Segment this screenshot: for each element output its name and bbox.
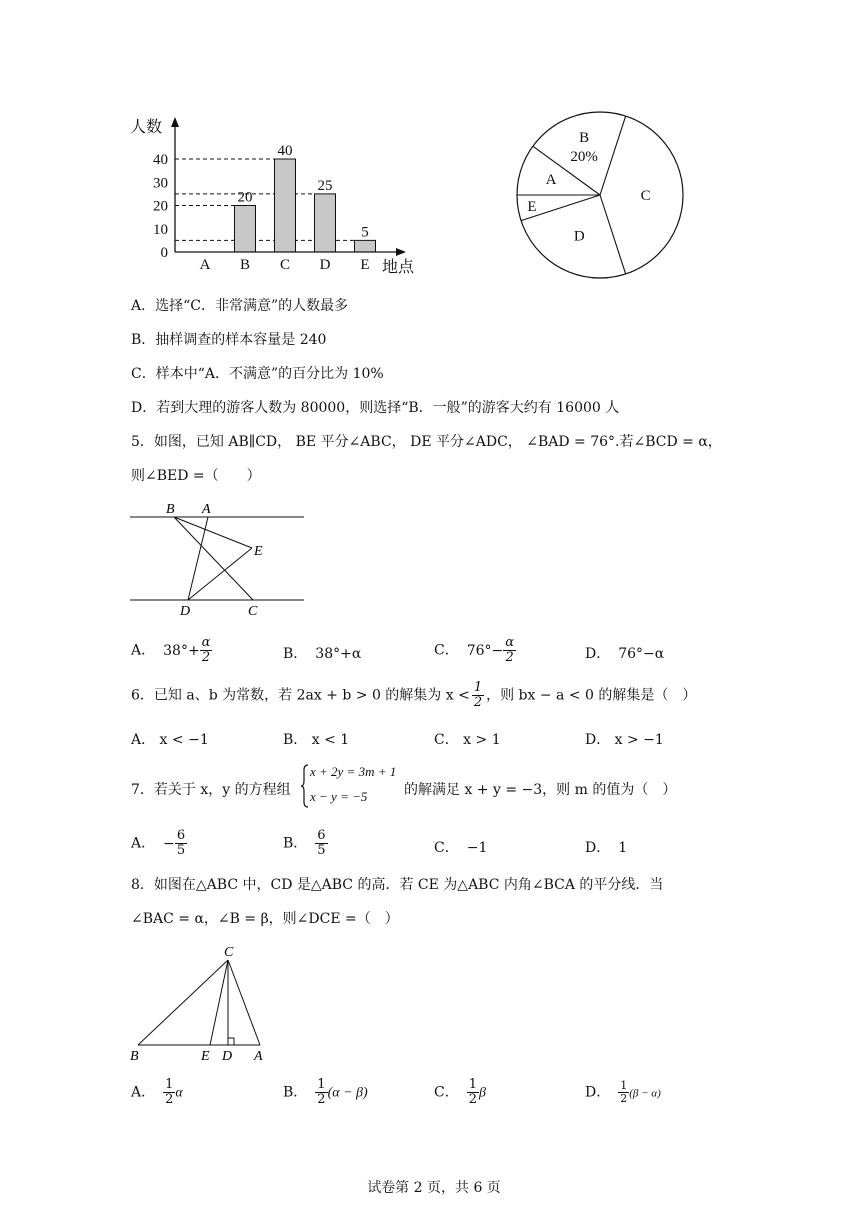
q8-figure: [128, 940, 278, 1065]
q6-option-c: C． x > 1: [434, 732, 501, 748]
right-angle-mark: [228, 1038, 234, 1045]
bar-chart: [120, 112, 420, 277]
q7-stem-post: 的解满足 x + y = −3，则 m 的值为（ ）: [404, 782, 677, 798]
q5-option-d: D． 76°−α: [585, 646, 665, 662]
q5-option-b: B． 38°+α: [283, 646, 362, 662]
y-axis-label: 人数: [130, 119, 163, 136]
category-label-B: B: [239, 257, 251, 273]
q7-stem-pre: 7．若关于 x，y 的方程组: [131, 782, 291, 798]
q5-option-a: A． 38°+ $\frac{\alpha}{2}$: [131, 635, 211, 665]
bar-C: [275, 159, 296, 252]
q8-option-a: A． $\frac{1}{2}$ α: [131, 1077, 183, 1107]
pie-chart: [510, 108, 690, 283]
bar-B: [235, 206, 256, 253]
data-label-C: 40: [277, 143, 293, 159]
side-ca: [228, 960, 260, 1045]
bar-E: [355, 240, 376, 252]
x-axis-label: 地点: [382, 259, 415, 276]
y-tick-label: 0: [160, 245, 168, 261]
q8-stem-line2: ∠BAC = α，∠B = β，则∠DCE =（ ）: [131, 911, 399, 927]
q7-option-b: B． $\frac{6}{5}$: [283, 828, 326, 858]
page-footer: 试卷第 2 页，共 6 页: [367, 1180, 501, 1196]
category-label-E: E: [360, 257, 370, 273]
q4-option-c: C．样本中“A．不满意”的百分比为 10%: [131, 366, 384, 382]
slice-label-B: B: [579, 130, 590, 147]
q5-option-c: C． 76°− $\frac{\alpha}{2}$: [434, 635, 515, 665]
point-c-label: C: [224, 945, 234, 960]
q8-option-c: C． $\frac{1}{2}$ β: [434, 1077, 486, 1107]
y-tick-label: 40: [153, 152, 168, 168]
q5-stem-line2: 则∠BED =（ ）: [131, 468, 261, 484]
point-b-label: B: [130, 1049, 139, 1064]
q7-option-a: A． − $\frac{6}{5}$: [131, 828, 186, 858]
point-a-label: A: [202, 502, 211, 517]
point-e-label: E: [254, 544, 263, 559]
q8-stem-line1: 8．如图在△ABC 中，CD 是△ABC 的高．若 CE 为△ABC 内角∠BCA 的平分线．当: [131, 877, 664, 893]
slice-label-C: C: [640, 188, 651, 204]
q7-option-c: C． −1: [434, 840, 488, 856]
data-label-D: 25: [317, 177, 333, 194]
category-label-D: D: [319, 257, 331, 273]
point-b-label: B: [166, 502, 175, 517]
bar-D: [315, 194, 336, 252]
segment-bc: [174, 517, 253, 600]
slice-label-E: E: [527, 198, 537, 215]
q6-option-b: B． x < 1: [283, 732, 350, 748]
q7-equation-2: x − y = −5: [310, 789, 368, 804]
point-d-label: D: [180, 604, 191, 619]
q8-option-b: B． $\frac{1}{2}$ (α − β): [283, 1077, 368, 1107]
q7-equation-1: x + 2y = 3m + 1: [310, 764, 397, 779]
data-label-E: 5: [361, 224, 369, 241]
point-d-label: D: [222, 1049, 233, 1064]
point-e-label: E: [201, 1049, 210, 1064]
q8-option-d: D． $\frac{1}{2}$ (β − α): [585, 1079, 661, 1105]
q5-stem-line1: 5．如图，已知 AB∥CD， BE 平分∠ABC， DE 平分∠ADC， ∠BAD = 76°.若∠BCD = α，: [131, 434, 722, 450]
side-bc: [138, 960, 228, 1045]
bisector-ce: [210, 960, 228, 1045]
segment-de: [188, 548, 252, 600]
data-label-B: 20: [237, 189, 253, 206]
category-label-A: A: [199, 257, 211, 273]
category-label-C: C: [279, 257, 291, 273]
x-axis-arrow: [396, 248, 406, 256]
y-tick-label: 30: [153, 175, 168, 192]
y-tick-label: 20: [153, 198, 168, 215]
slice-label-D: D: [573, 228, 585, 245]
slice-percent-B: 20%: [570, 149, 598, 166]
q4-option-d: D．若到大理的游客人数为 80000，则选择“B．一般”的游客大约有 16000 人: [131, 400, 620, 416]
q7-option-d: D． 1: [585, 840, 628, 856]
segment-be: [174, 517, 252, 548]
q5-figure: [128, 500, 308, 620]
slice-label-A: A: [545, 172, 557, 189]
y-axis-arrow: [171, 117, 179, 127]
y-tick-label: 10: [153, 221, 168, 238]
point-a-label: A: [254, 1049, 263, 1064]
q4-option-a: A．选择“C．非常满意”的人数最多: [131, 298, 349, 314]
q6-option-a: A． x < −1: [131, 732, 209, 748]
q6-option-d: D． x > −1: [585, 732, 664, 748]
q4-option-b: B．抽样调查的样本容量是 240: [131, 332, 327, 348]
q6-stem: 6．已知 a、b 为常数，若 2ax + b > 0 的解集为 x < $\frac{1}{2}$ ，则 bx − a < 0 的解集是（ ）: [131, 680, 697, 710]
q7-brace: [300, 764, 310, 808]
point-c-label: C: [248, 604, 258, 619]
